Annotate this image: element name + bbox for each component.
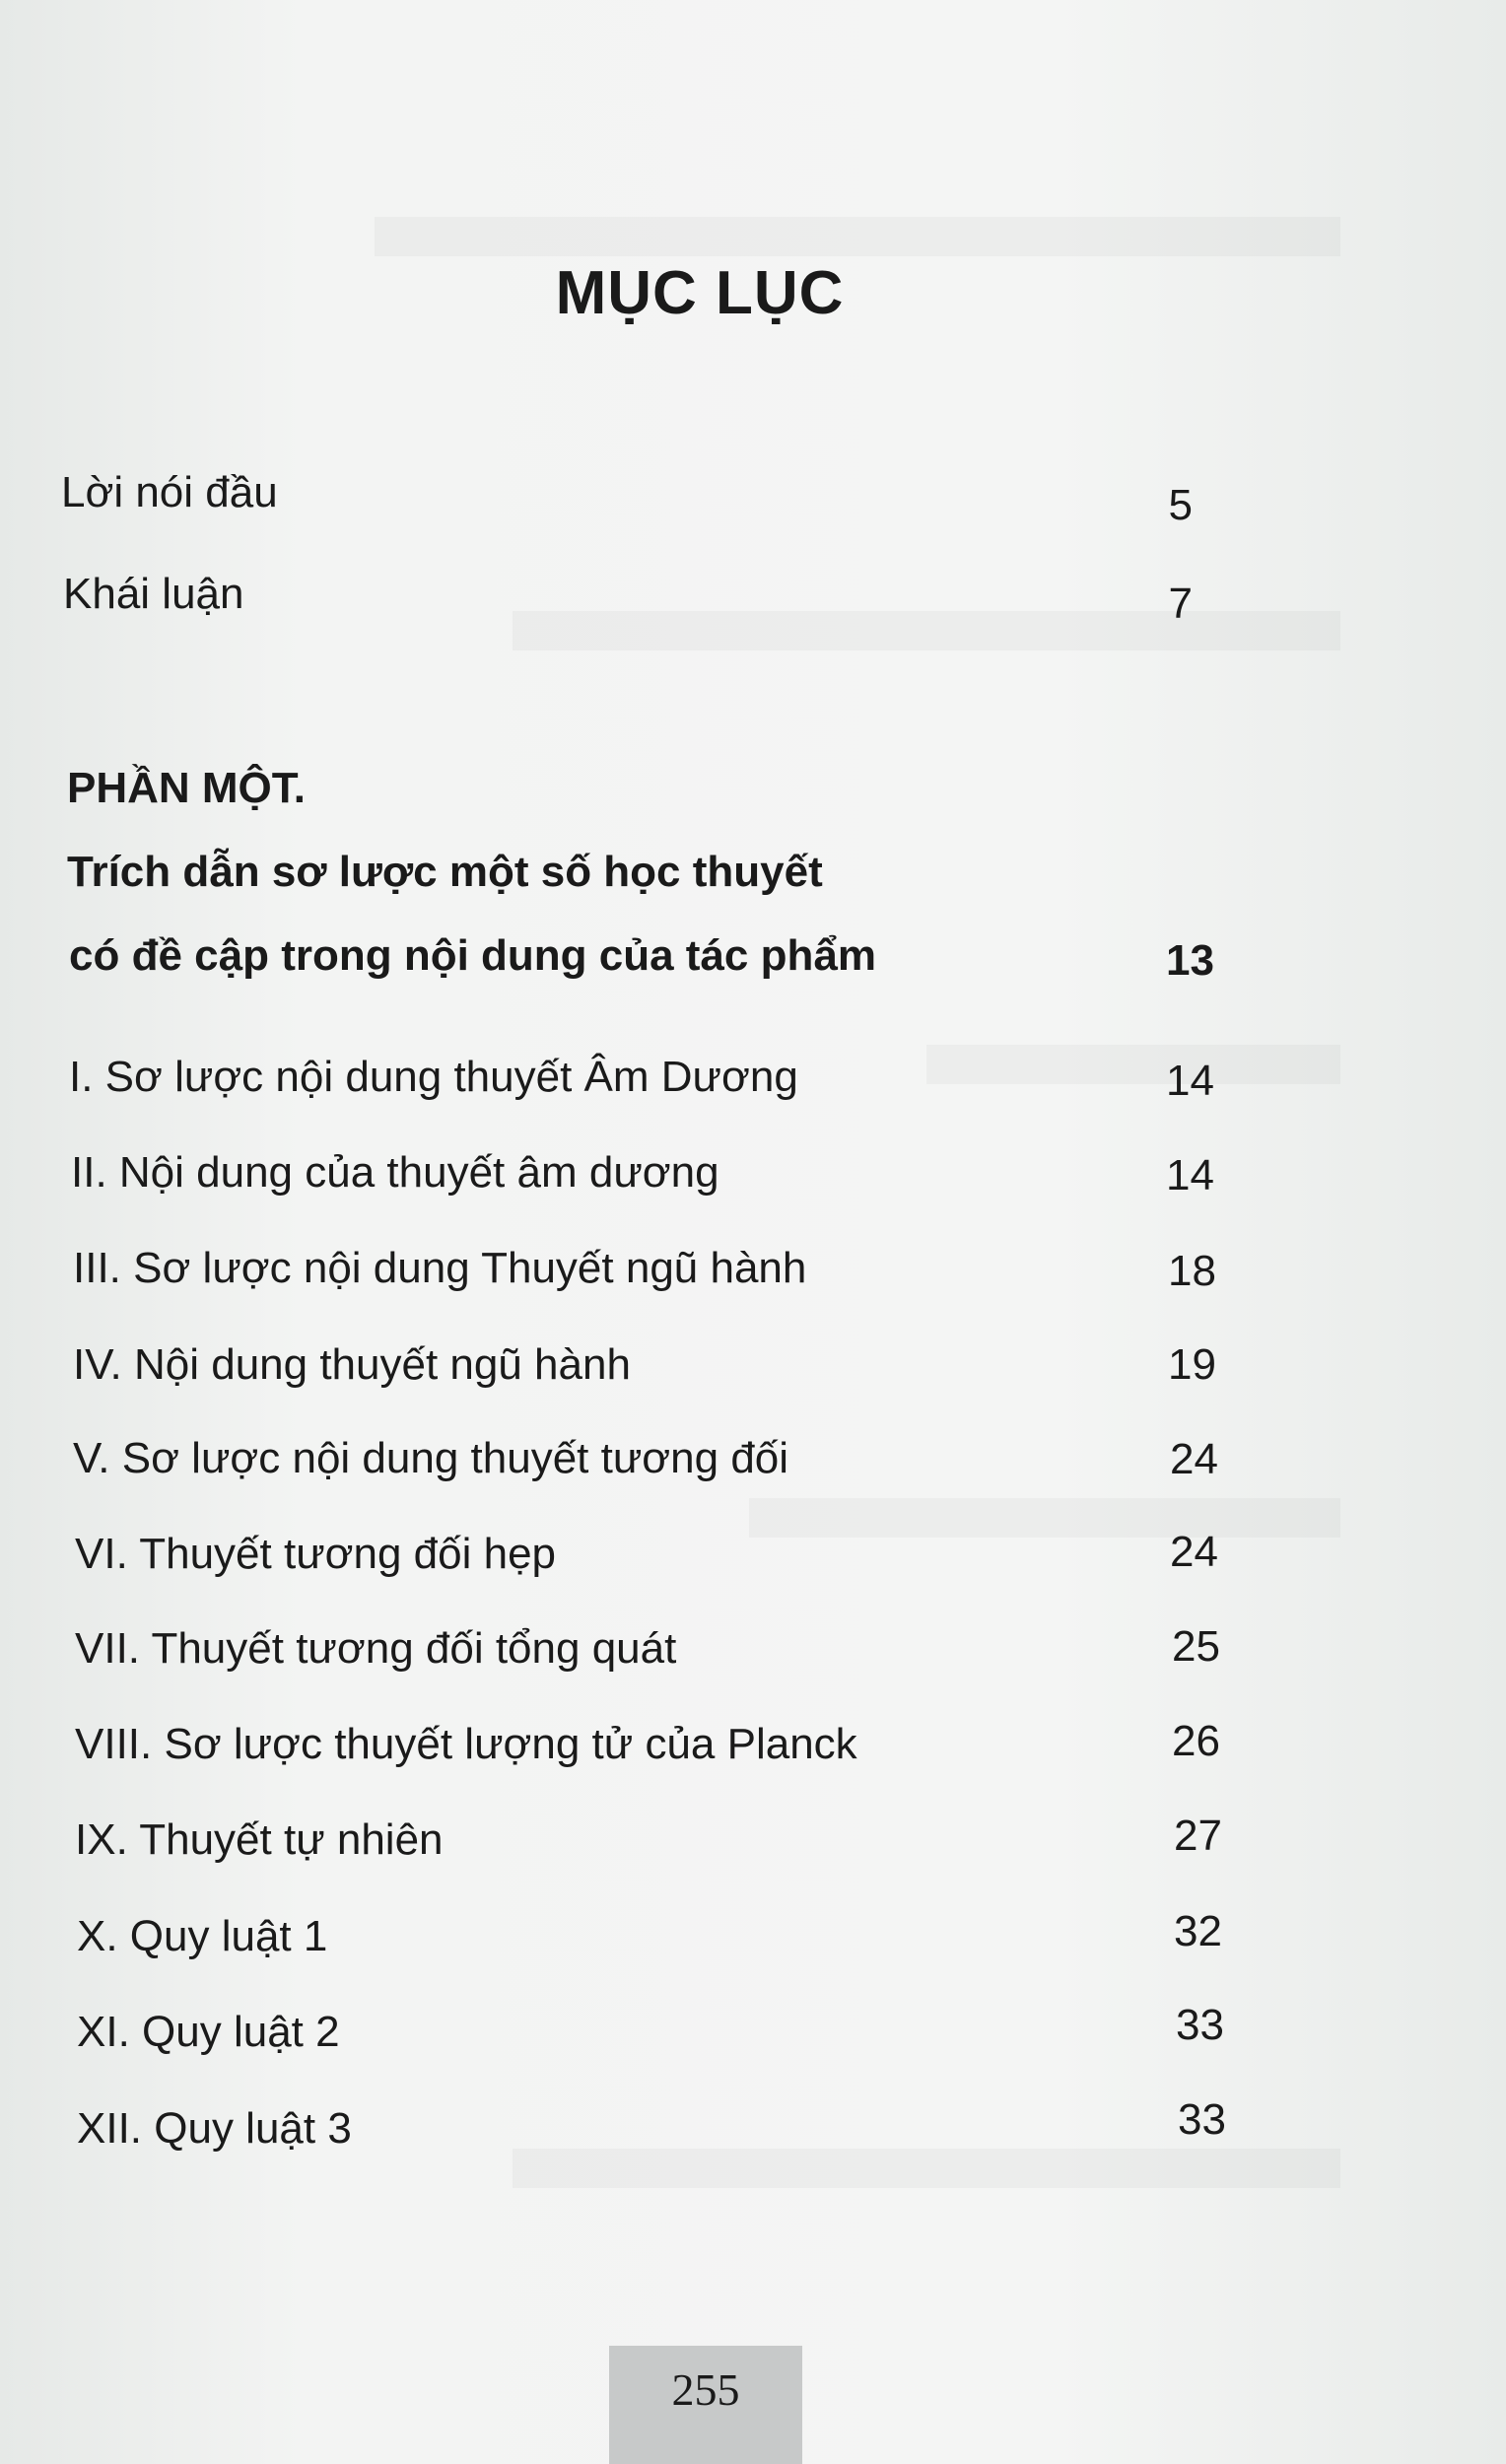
toc-entry: VI. Thuyết tương đối hẹp xyxy=(75,1530,557,1578)
toc-entry: X. Quy luật 1 xyxy=(77,1912,328,1960)
toc-page-number: 25 xyxy=(1172,1622,1220,1671)
toc-entry: IV. Nội dung thuyết ngũ hành xyxy=(73,1340,631,1389)
toc-entry: VIII. Sơ lược thuyết lượng tử của Planck xyxy=(75,1720,857,1768)
toc-entry: V. Sơ lược nội dung thuyết tương đối xyxy=(73,1434,789,1482)
page-number: 255 xyxy=(671,2364,740,2415)
section-title-line: có đề cập trong nội dung của tác phẩm xyxy=(69,931,876,980)
toc-page-number: 5 xyxy=(1168,481,1193,529)
toc-page-number: 13 xyxy=(1166,936,1214,985)
toc-entry: Lời nói đầu xyxy=(61,468,278,516)
section-title-line: Trích dẫn sơ lược một số học thuyết xyxy=(67,848,823,896)
toc-page-number: 14 xyxy=(1166,1151,1214,1199)
toc-page-number: 27 xyxy=(1174,1812,1222,1860)
toc-page-number: 32 xyxy=(1174,1907,1222,1955)
show-through-mark xyxy=(513,611,1340,650)
toc-entry: III. Sơ lược nội dung Thuyết ngũ hành xyxy=(73,1244,807,1292)
toc-page-number: 24 xyxy=(1170,1528,1218,1576)
toc-entry: XII. Quy luật 3 xyxy=(77,2104,352,2153)
toc-entry: XI. Quy luật 2 xyxy=(77,2008,340,2056)
show-through-mark xyxy=(749,1498,1340,1538)
toc-page-number: 18 xyxy=(1168,1247,1216,1295)
toc-title: MỤC LỤC xyxy=(555,259,845,327)
toc-entry: Khái luận xyxy=(63,570,244,618)
toc-page-number: 33 xyxy=(1178,2095,1226,2144)
toc-entry: VII. Thuyết tương đối tổng quát xyxy=(75,1624,677,1673)
section-heading: PHẦN MỘT. xyxy=(67,764,306,812)
toc-page-number: 19 xyxy=(1168,1340,1216,1389)
toc-entry: II. Nội dung của thuyết âm dương xyxy=(71,1148,719,1197)
show-through-mark xyxy=(513,2149,1340,2188)
toc-page-number: 7 xyxy=(1168,580,1193,628)
toc-page-number: 14 xyxy=(1166,1057,1214,1105)
toc-page-number: 26 xyxy=(1172,1717,1220,1765)
toc-entry: IX. Thuyết tự nhiên xyxy=(75,1815,444,1864)
toc-entry: I. Sơ lược nội dung thuyết Âm Dương xyxy=(69,1053,798,1101)
toc-page-number: 24 xyxy=(1170,1435,1218,1483)
show-through-mark xyxy=(375,217,1340,256)
toc-page-number: 33 xyxy=(1176,2001,1224,2049)
